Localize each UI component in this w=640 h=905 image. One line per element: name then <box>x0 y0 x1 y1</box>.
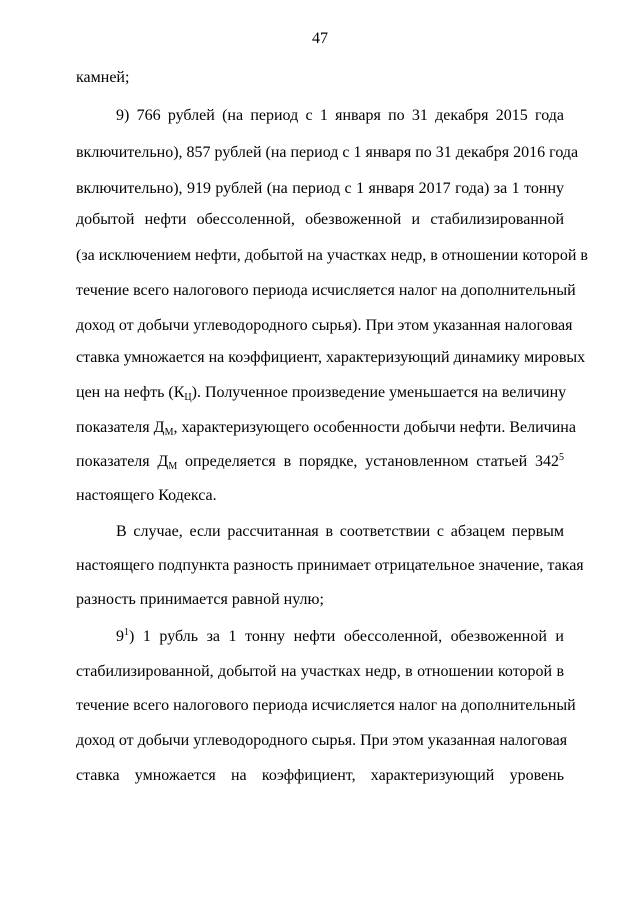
text-line-1: камней; <box>76 69 130 86</box>
text-line-20: доход от добычи углеводородного сырья. При этом указанная налоговая <box>76 732 568 749</box>
text-line-11: показателя $Д_М$, характеризующего особенности добычи нефти. Величина <box>76 419 576 438</box>
text-line-6: (за исключением нефти, добытой на участках недр, в отношении которой в <box>76 247 588 264</box>
text-line-15: настоящего подпункта разность принимает отрицательное значение, такая <box>76 557 584 574</box>
text-line-7: течение всего налогового периода исчисляется налог на дополнительный <box>76 282 576 299</box>
text-line-8: доход от добычи углеводородного сырья). При этом указанная налоговая <box>76 317 573 334</box>
text-line-2: 9) 766 рублей (на период с 1 января по 31 декабря 2015 года <box>116 107 564 124</box>
text-line-18: стабилизированной, добытой на участках недр, в отношении которой в <box>76 663 564 680</box>
text-line-16: разность принимается равной нулю; <box>76 591 324 608</box>
text-line-21: ставка умножается на коэффициент, характеризующий уровень <box>76 767 564 784</box>
text-line-10: цен на нефть $(К_Ц)$. Полученное произведение уменьшается на величину <box>76 384 567 403</box>
page-number: 47 <box>312 30 328 47</box>
text-line-3: включительно), 857 рублей (на период с 1 января по 31 декабря 2016 года <box>76 144 579 161</box>
text-line-9: ставка умножается на коэффициент, характеризующий динамику мировых <box>76 349 586 366</box>
text-line-14: В случае, если рассчитанная в соответствии с абзацем первым <box>116 523 564 540</box>
text-line-17: $9^1$) 1 рубль за 1 тонну нефти обессоленной, обезвоженной и <box>116 627 564 645</box>
text-line-12: показателя $Д_М$ определяется в порядке, установленном статьей $342^5$ <box>76 452 564 472</box>
text-line-19: течение всего налогового периода исчисляется налог на дополнительный <box>76 697 576 714</box>
text-line-5: добытой нефти обессоленной, обезвоженной и стабилизированной <box>76 211 564 228</box>
text-line-4: включительно), 919 рублей (на период с 1 января 2017 года) за 1 тонну <box>76 180 564 197</box>
text-line-13: настоящего Кодекса. <box>76 487 217 504</box>
